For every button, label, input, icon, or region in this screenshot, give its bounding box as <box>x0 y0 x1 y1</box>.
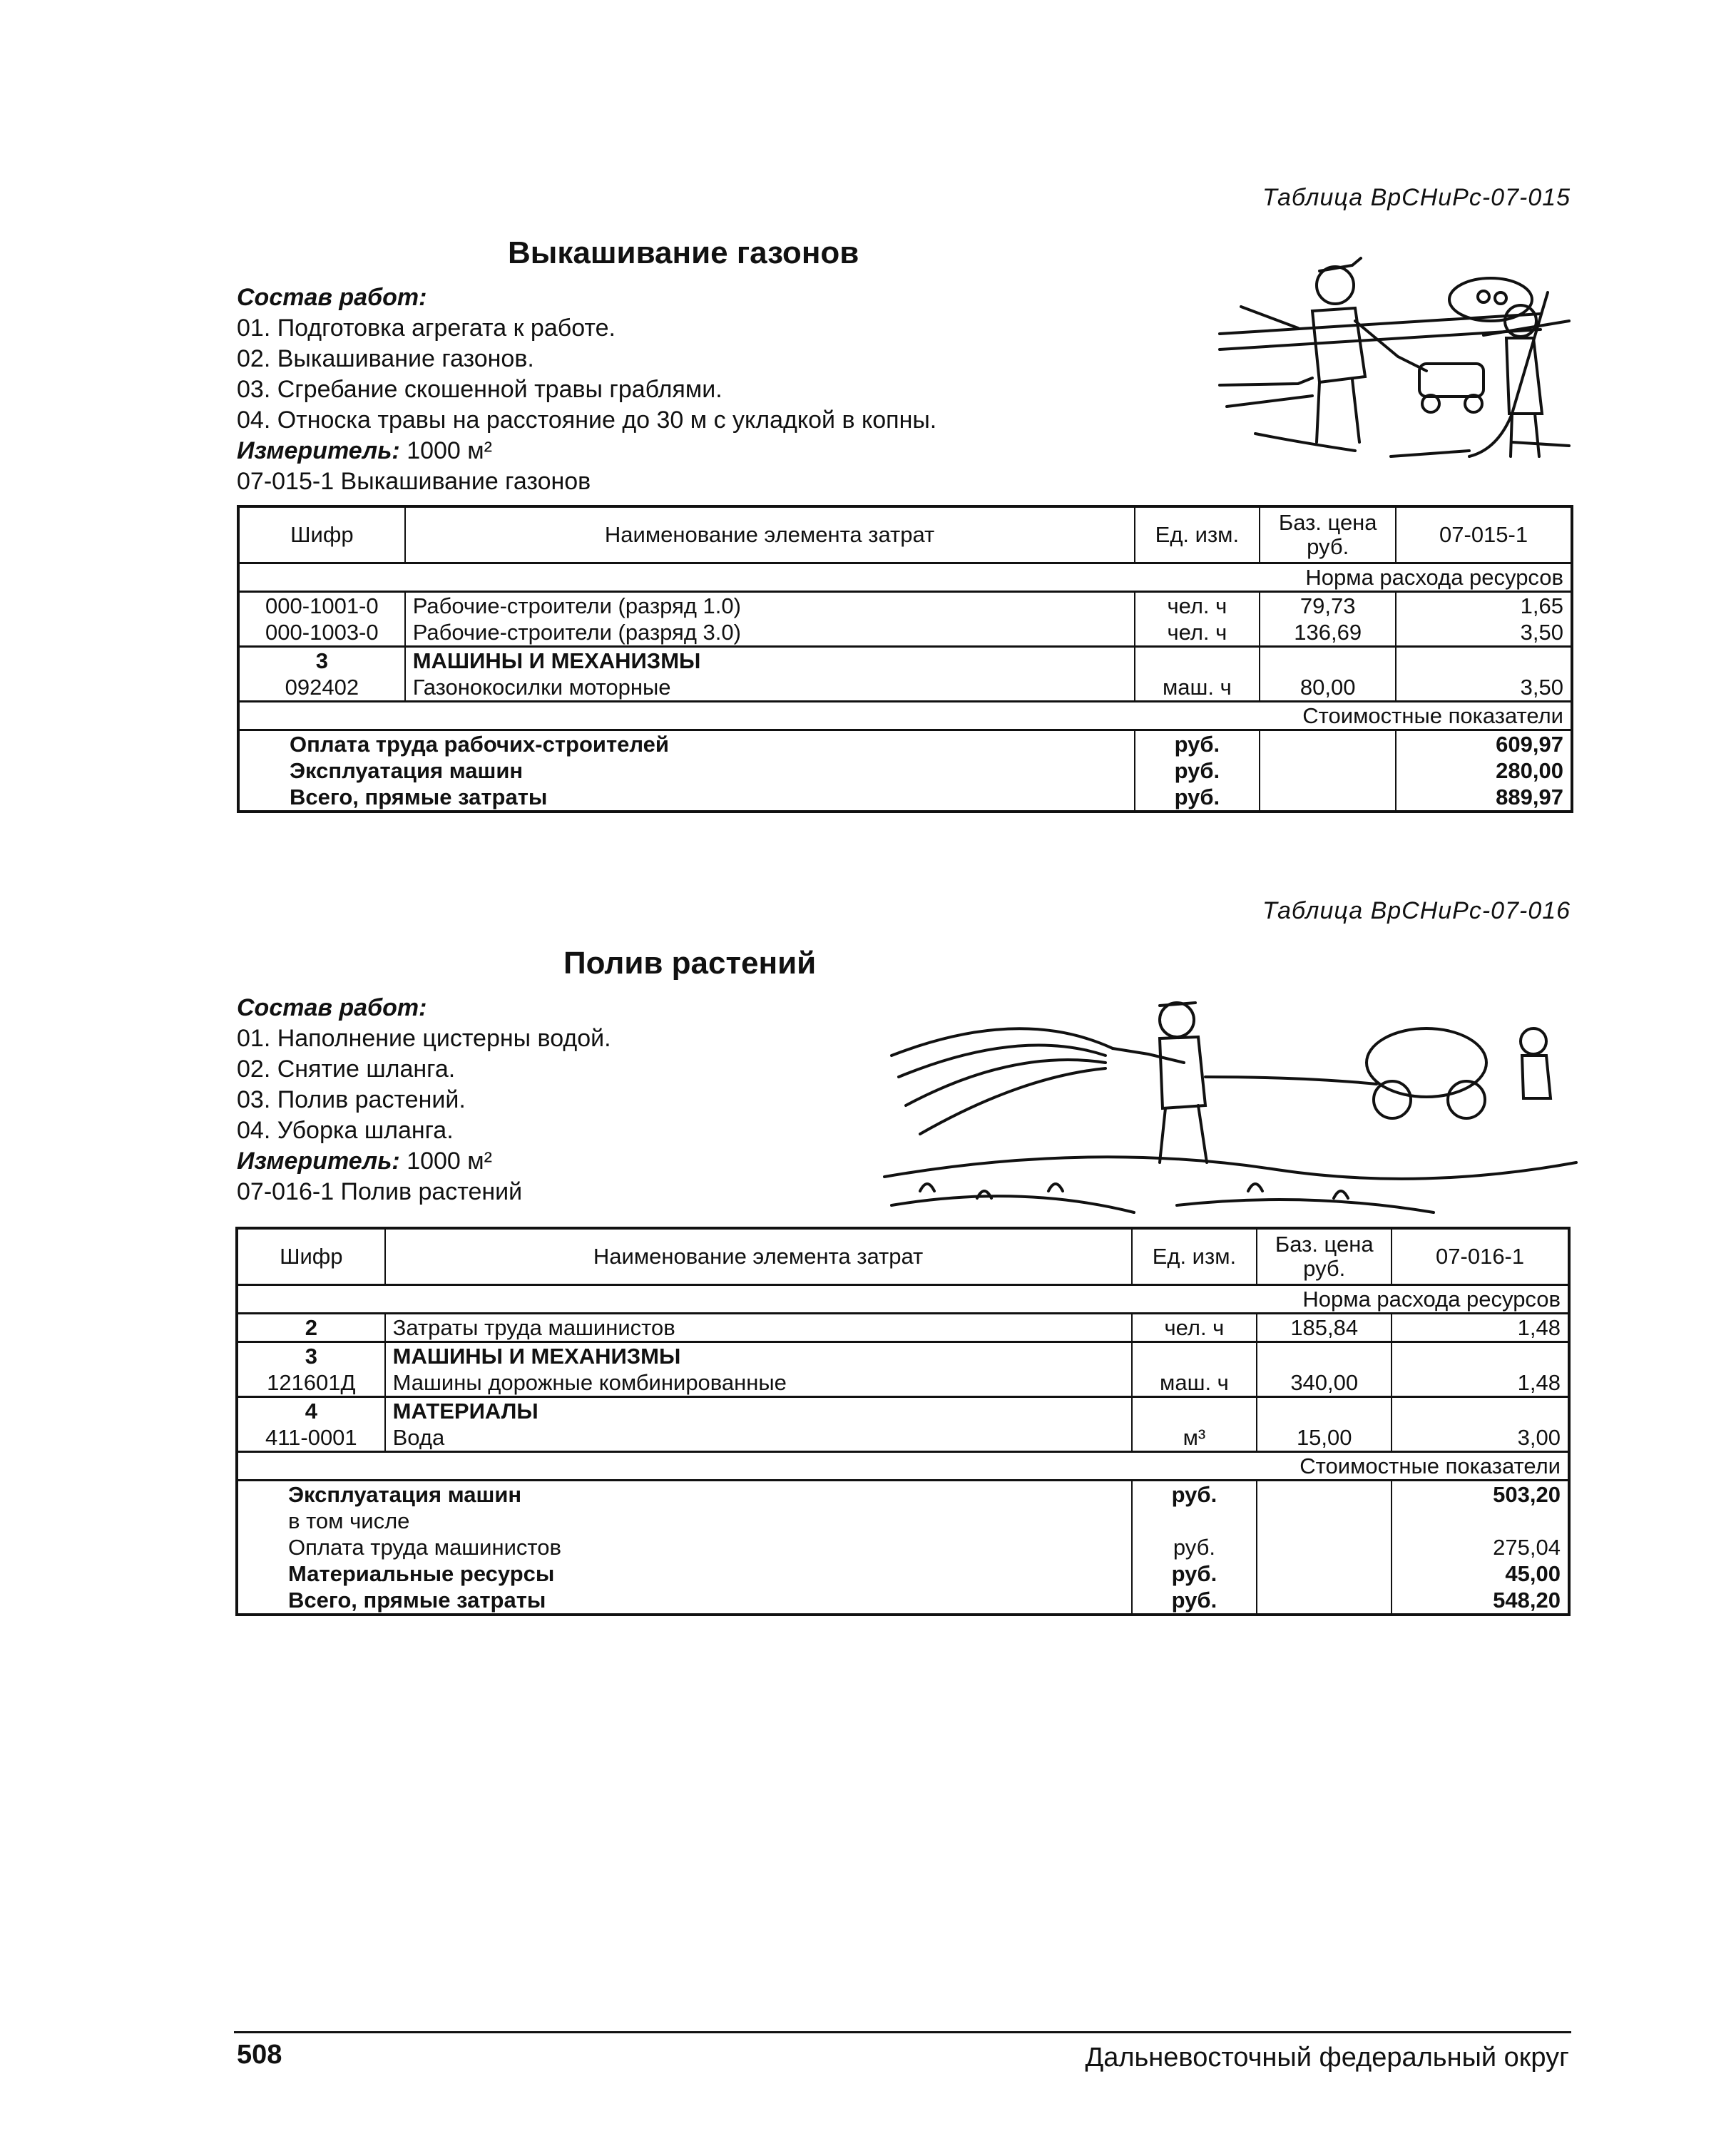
measure-line <box>237 1146 611 1177</box>
measure-label: Измеритель: <box>237 437 400 464</box>
cell-code: 3 <box>237 1342 385 1370</box>
cell-code: 411-0001 <box>237 1424 385 1452</box>
measure-value: 1000 м² <box>407 1148 492 1175</box>
cell-norm <box>1396 647 1572 675</box>
cost-value <box>1392 1508 1569 1534</box>
cell-code: 3 <box>238 647 405 675</box>
cost-name: Эксплуатация машин <box>238 757 1135 784</box>
cost-row <box>237 1534 1569 1560</box>
cost-row <box>237 1481 1569 1508</box>
cell-price: 80,00 <box>1260 674 1396 702</box>
lawn-mowing-illustration <box>1212 242 1583 471</box>
cost-section-label: Стоимостные показатели <box>1260 702 1572 730</box>
table2-subtitle: 07-016-1 Полив растений <box>237 1178 523 1205</box>
table-header-row <box>238 506 1572 563</box>
cost-unit: руб. <box>1135 757 1260 784</box>
work-item: 01. Подготовка агрегата к работе. <box>237 315 616 342</box>
header-code: Шифр <box>237 1228 385 1285</box>
cost-row <box>237 1508 1569 1534</box>
cell-code: 000-1001-0 <box>238 592 405 620</box>
work-item: 04. Относка травы на расстояние до 30 м с укладкой в копны. <box>237 407 937 434</box>
cost-unit: руб. <box>1135 730 1260 758</box>
cell-name: МАШИНЫ И МЕХАНИЗМЫ <box>385 1342 1132 1370</box>
cost-name: Всего, прямые затраты <box>237 1587 1132 1615</box>
cell-name: Рабочие-строители (разряд 1.0) <box>405 592 1135 620</box>
cell-price <box>1257 1342 1392 1370</box>
cost-value: 503,20 <box>1392 1481 1569 1508</box>
cell-unit <box>1135 647 1260 675</box>
cell-price: 15,00 <box>1257 1424 1392 1452</box>
header-code: Шифр <box>238 506 405 563</box>
table-row <box>238 647 1572 675</box>
cell-name: Газонокосилки моторные <box>405 674 1135 702</box>
header-name: Наименование элемента затрат <box>405 506 1135 563</box>
work-item: 03. Сгребание скошенной травы граблями. <box>237 376 723 403</box>
cost-value: 609,97 <box>1396 730 1572 758</box>
cell-norm: 1,65 <box>1396 592 1572 620</box>
cost-unit: руб. <box>1135 784 1260 812</box>
cell-name: Рабочие-строители (разряд 3.0) <box>405 619 1135 647</box>
cell-name: Затраты труда машинистов <box>385 1314 1132 1342</box>
table-row <box>238 592 1572 620</box>
header-unit: Ед. изм. <box>1132 1228 1257 1285</box>
table1-subtitle: 07-015-1 Выкашивание газонов <box>237 468 591 495</box>
table2-title: Полив растений <box>563 946 817 981</box>
measure-value: 1000 м² <box>407 437 492 464</box>
cell-norm: 3,50 <box>1396 619 1572 647</box>
cost-row <box>237 1587 1569 1615</box>
cell-name: Машины дорожные комбинированные <box>385 1369 1132 1397</box>
cell-unit: чел. ч <box>1135 619 1260 647</box>
header-price: Баз. цена руб. <box>1257 1228 1392 1285</box>
cost-row <box>238 784 1572 812</box>
cell-price <box>1257 1397 1392 1425</box>
cost-value: 889,97 <box>1396 784 1572 812</box>
cell-norm: 3,00 <box>1392 1424 1569 1452</box>
cell-code: 121601Д <box>237 1369 385 1397</box>
section-row <box>237 1452 1569 1481</box>
works-label: Состав работ: <box>237 994 427 1021</box>
footer-divider <box>234 2031 1571 2033</box>
cell-unit: маш. ч <box>1132 1369 1257 1397</box>
watering-illustration <box>877 977 1583 1234</box>
cell-name: МАТЕРИАЛЫ <box>385 1397 1132 1425</box>
cell-name: МАШИНЫ И МЕХАНИЗМЫ <box>405 647 1135 675</box>
cell-price: 185,84 <box>1257 1314 1392 1342</box>
cell-code: 092402 <box>238 674 405 702</box>
cell-price: 136,69 <box>1260 619 1396 647</box>
header-unit: Ед. изм. <box>1135 506 1260 563</box>
cost-value: 280,00 <box>1396 757 1572 784</box>
norm-section-label: Норма расхода ресурсов <box>1257 1285 1569 1314</box>
header-name: Наименование элемента затрат <box>385 1228 1132 1285</box>
cell-unit: м³ <box>1132 1424 1257 1452</box>
section-row <box>237 1285 1569 1314</box>
cost-value: 275,04 <box>1392 1534 1569 1560</box>
cell-code: 2 <box>237 1314 385 1342</box>
cell-unit: чел. ч <box>1132 1314 1257 1342</box>
cost-value: 548,20 <box>1392 1587 1569 1615</box>
cost-section-label: Стоимостные показатели <box>1257 1452 1569 1481</box>
cell-unit <box>1132 1342 1257 1370</box>
cost-name: в том числе <box>237 1508 1132 1534</box>
cell-price <box>1260 647 1396 675</box>
footer-region: Дальневосточный федеральный округ <box>1085 2043 1569 2073</box>
header-price: Баз. цена руб. <box>1260 506 1396 563</box>
work-item: 02. Выкашивание газонов. <box>237 345 534 372</box>
cost-row <box>238 730 1572 758</box>
page-number: 508 <box>237 2040 282 2070</box>
cost-unit: руб. <box>1132 1560 1257 1587</box>
table-row <box>238 619 1572 647</box>
cell-norm <box>1392 1397 1569 1425</box>
cost-name: Оплата труда машинистов <box>237 1534 1132 1560</box>
cost-name: Материальные ресурсы <box>237 1560 1132 1587</box>
work-item: 03. Полив растений. <box>237 1086 466 1113</box>
cost-name: Всего, прямые затраты <box>238 784 1135 812</box>
cost-name: Оплата труда рабочих-строителей <box>238 730 1135 758</box>
section-row <box>238 702 1572 730</box>
cell-code: 000-1003-0 <box>238 619 405 647</box>
cell-norm: 1,48 <box>1392 1314 1569 1342</box>
cost-row <box>237 1560 1569 1587</box>
cost-unit <box>1132 1508 1257 1534</box>
cell-unit: маш. ч <box>1135 674 1260 702</box>
work-item: 02. Снятие шланга. <box>237 1056 456 1083</box>
table-row <box>237 1424 1569 1452</box>
table2-caption: Таблица ВрСНиРс-07-016 <box>1262 897 1571 924</box>
table1-caption: Таблица ВрСНиРс-07-015 <box>1262 184 1571 211</box>
cost-unit: руб. <box>1132 1534 1257 1560</box>
table2 <box>235 1227 1571 1616</box>
table2-works <box>237 993 611 1207</box>
table-row <box>237 1369 1569 1397</box>
table1-title: Выкашивание газонов <box>508 235 859 270</box>
work-item: 04. Уборка шланга. <box>237 1117 454 1144</box>
table-row <box>237 1397 1569 1425</box>
cell-price: 79,73 <box>1260 592 1396 620</box>
work-item: 01. Наполнение цистерны водой. <box>237 1025 611 1052</box>
cost-unit: руб. <box>1132 1481 1257 1508</box>
table1 <box>237 505 1573 813</box>
cell-unit <box>1132 1397 1257 1425</box>
cost-value: 45,00 <box>1392 1560 1569 1587</box>
cell-name: Вода <box>385 1424 1132 1452</box>
section-row <box>238 563 1572 592</box>
works-label: Состав работ: <box>237 284 427 311</box>
measure-line <box>237 436 936 466</box>
cost-row <box>238 757 1572 784</box>
cell-norm: 1,48 <box>1392 1369 1569 1397</box>
norm-section-label: Норма расхода ресурсов <box>1260 563 1572 592</box>
cost-unit: руб. <box>1132 1587 1257 1615</box>
header-norm: 07-016-1 <box>1392 1228 1569 1285</box>
cell-norm: 3,50 <box>1396 674 1572 702</box>
measure-label: Измеритель: <box>237 1148 400 1175</box>
header-norm: 07-015-1 <box>1396 506 1572 563</box>
table-row <box>238 674 1572 702</box>
cost-name: Эксплуатация машин <box>237 1481 1132 1508</box>
cell-price: 340,00 <box>1257 1369 1392 1397</box>
cell-norm <box>1392 1342 1569 1370</box>
table-row <box>237 1342 1569 1370</box>
table-row <box>237 1314 1569 1342</box>
cell-code: 4 <box>237 1397 385 1425</box>
cell-unit: чел. ч <box>1135 592 1260 620</box>
table-header-row <box>237 1228 1569 1285</box>
table1-works <box>237 282 936 497</box>
